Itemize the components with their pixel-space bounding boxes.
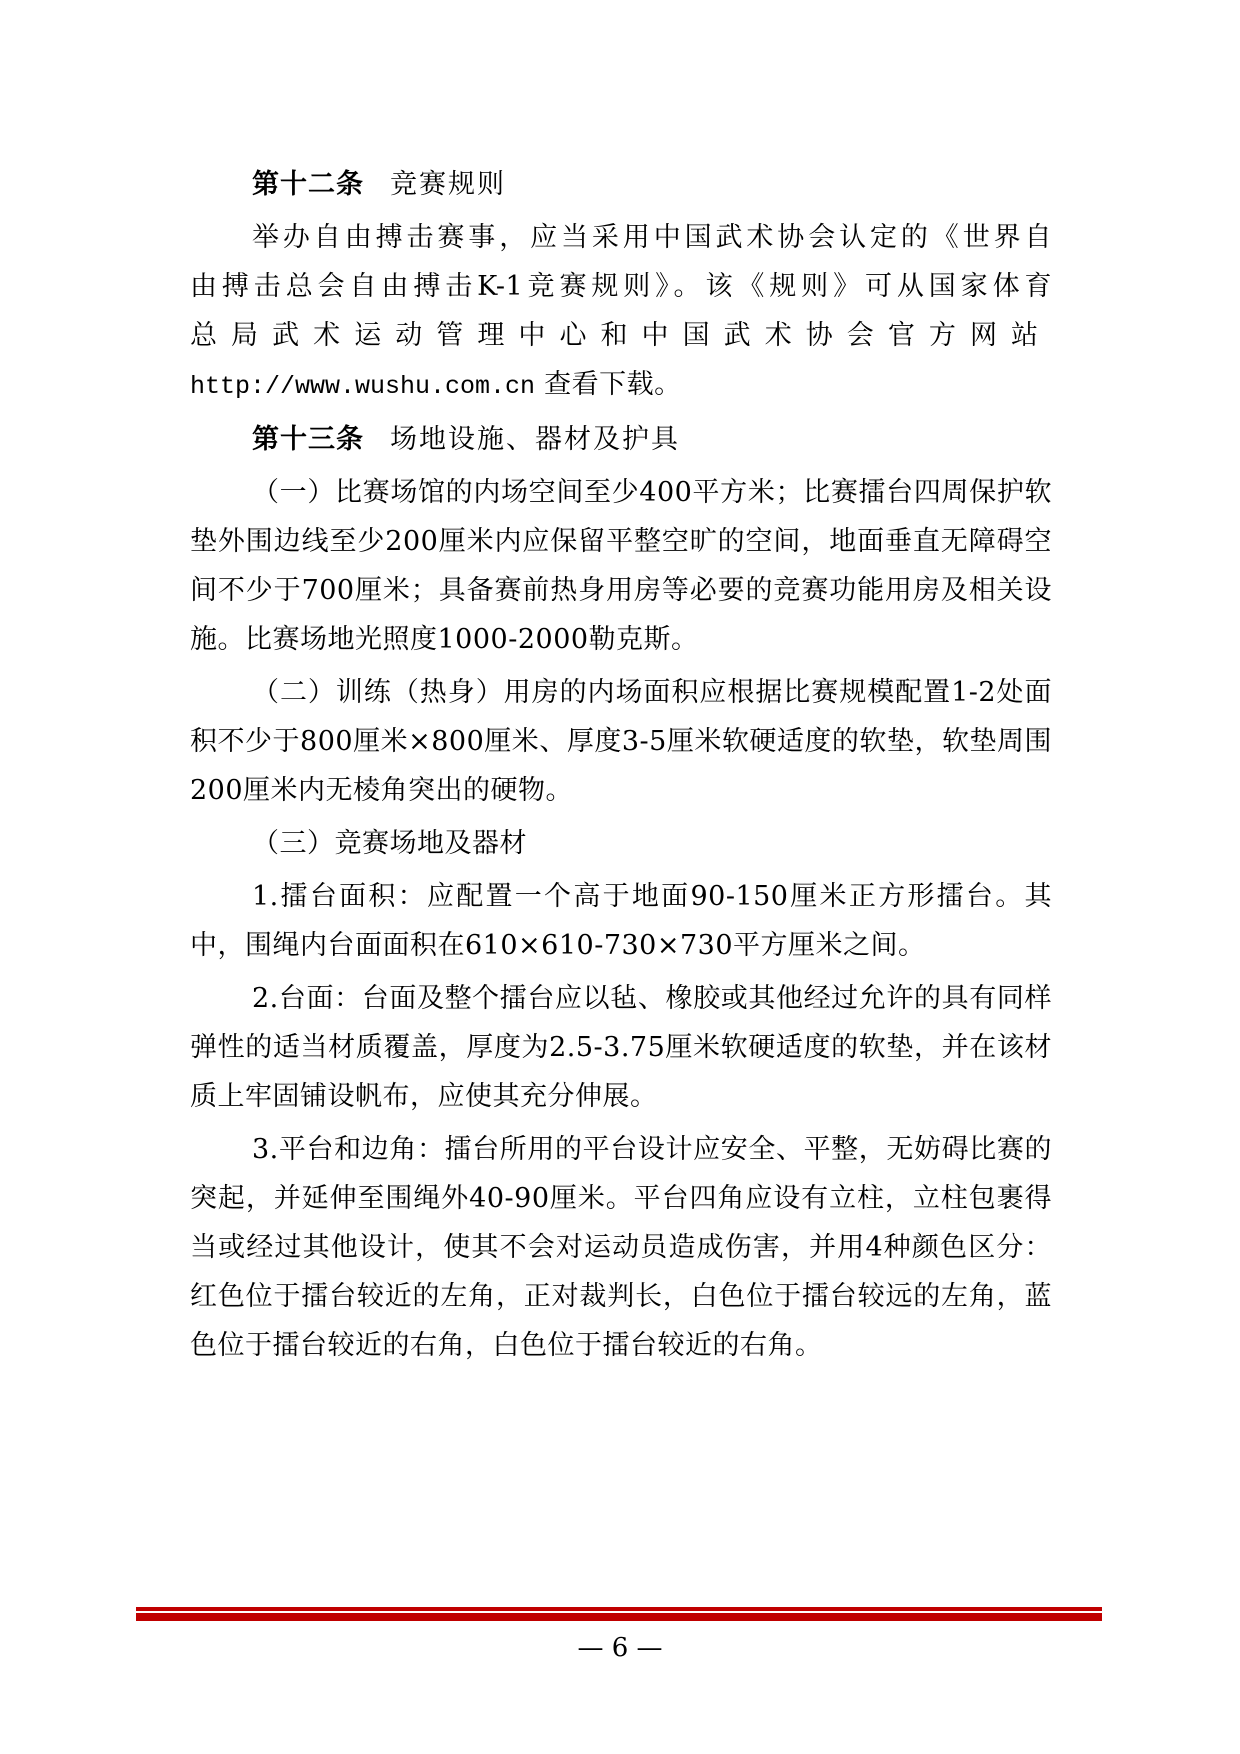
article-12-line-1: 举办自由搏击赛事，应当采用中国武术协会认定的《世界自 (252, 222, 1052, 253)
article-13-item-1: （一）比赛场馆的内场空间至少400平方米；比赛擂台四周保护软垫外围边线至少200厘米内应保留平整空旷的空间，地面垂直无障碍空间不少于700厘米；具备赛前热身用房等必要的竞赛功能用房及相关设施。比赛场地光照度1000-2000勒克斯。 (190, 477, 1052, 655)
article-12-label: 第十二条 (252, 169, 364, 200)
article-13-item-2: （二）训练（热身）用房的内场面积应根据比赛规模配置1-2处面积不少于800厘米×800厘米、厚度3-5厘米软硬适度的软垫，软垫周围200厘米内无棱角突出的硬物。 (190, 677, 1052, 806)
document-body (190, 160, 1052, 1374)
article-13-label: 第十三条 (252, 424, 364, 455)
footer-red-rule (136, 1607, 1102, 1623)
article-13-heading (190, 415, 1052, 464)
article-12-line-4 (190, 360, 1052, 411)
article-13-item-3-2: 2.台面：台面及整个擂台应以毡、橡胶或其他经过允许的具有同样弹性的适当材质覆盖，厚度为2.5-3.75厘米软硬适度的软垫，并在该材质上牢固铺设帆布，应使其充分伸展。 (190, 983, 1052, 1112)
article-12-title: 竞赛规则 (390, 169, 506, 200)
article-13-item-3: （三）竞赛场地及器材 (252, 828, 527, 859)
article-13-title: 场地设施、器材及护具 (390, 424, 680, 455)
article-12-line-3: 总局武术运动管理中心和中国武术协会官方网站 (190, 320, 1052, 351)
article-13-item-3-3: 3.平台和边角：擂台所用的平台设计应安全、平整，无妨碍比赛的突起，并延伸至围绳外40-90厘米。平台四角应设有立柱，立柱包裹得当或经过其他设计，使其不会对运动员造成伤害，并用4种颜色区分：红色位于擂台较近的左角，正对裁判长，白色位于擂台较远的左角，蓝色位于擂台较近的右角，白色位于擂台较近的右角。 (190, 1134, 1052, 1361)
page-number: — 6 — (577, 1633, 663, 1663)
article-13-item-3-1: 1.擂台面积：应配置一个高于地面90-150厘米正方形擂台。其中，围绳内台面面积在610×610-730×730平方厘米之间。 (190, 881, 1052, 961)
footer-rule-thick (136, 1613, 1102, 1621)
article-12-tail: 查看下载。 (544, 369, 682, 400)
website-link[interactable]: http://www.wushu.com.cn (190, 372, 536, 401)
article-12-heading (190, 160, 1052, 209)
article-12-line-2: 由搏击总会自由搏击K-1竞赛规则》。该《规则》可从国家体育 (190, 271, 1052, 302)
